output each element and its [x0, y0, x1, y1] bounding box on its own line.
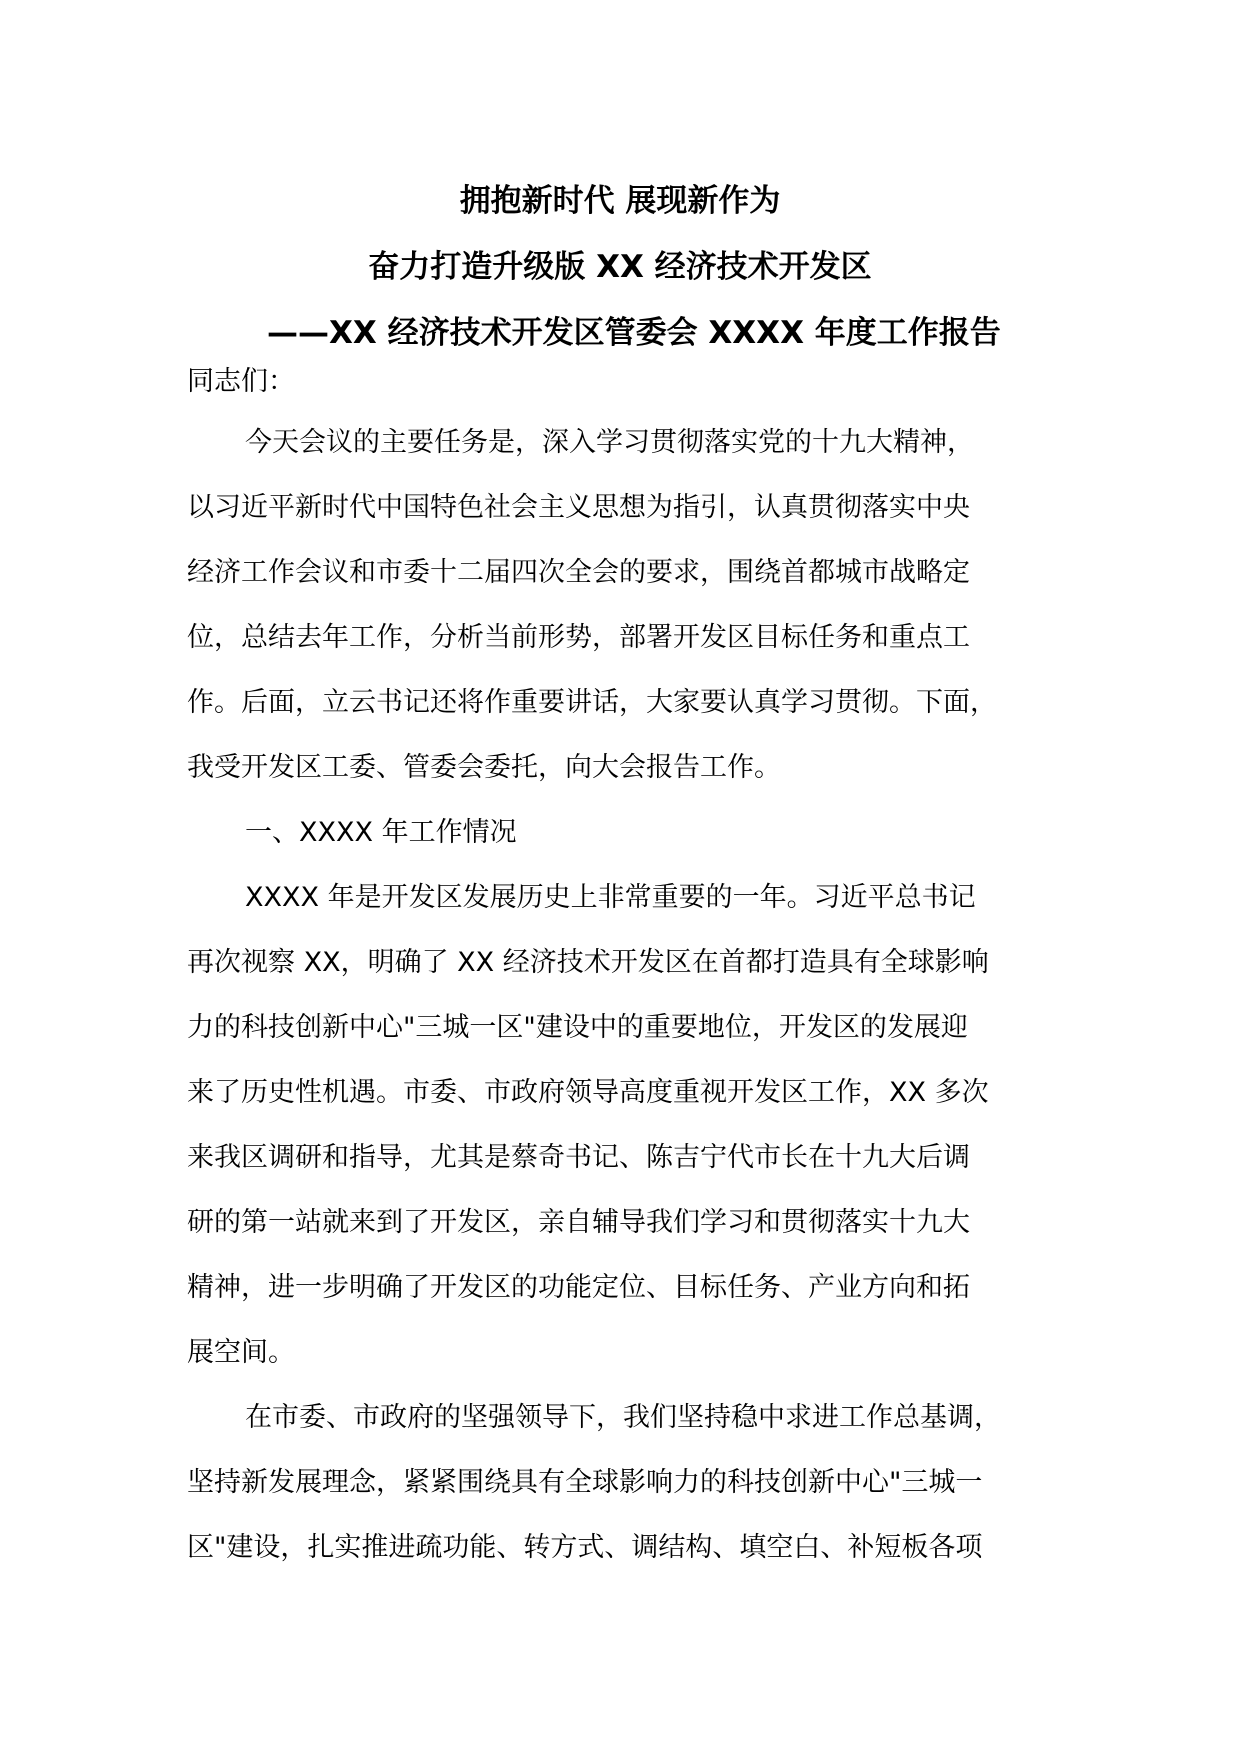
paragraph-line: 以习近平新时代中国特色社会主义思想为指引，认真贯彻落实中央: [187, 492, 970, 523]
paragraph-2: [187, 865, 1067, 1385]
title-line-2: 奋力打造升级版 XX 经济技术开发区: [368, 249, 872, 285]
paragraph-line: 精神，进一步明确了开发区的功能定位、目标任务、产业方向和拓: [187, 1272, 970, 1303]
document-title: [0, 168, 1240, 366]
paragraph-line: 位，总结去年工作，分析当前形势，部署开发区目标任务和重点工: [187, 622, 970, 653]
paragraph-line: 作。后面，立云书记还将作重要讲话，大家要认真学习贯彻。下面，: [187, 687, 997, 718]
title-line-1: 拥抱新时代 展现新作为: [459, 183, 781, 219]
paragraph-line: 研的第一站就来到了开发区，亲自辅导我们学习和贯彻落实十九大: [187, 1207, 970, 1238]
paragraph-line: 来我区调研和指导，尤其是蔡奇书记、陈吉宁代市长在十九大后调: [187, 1142, 970, 1173]
salutation: 同志们：: [187, 366, 295, 397]
document-body: [187, 366, 1067, 1580]
paragraph-line: 在市委、市政府的坚强领导下，我们坚持稳中求进工作总基调，: [245, 1402, 1001, 1433]
section-heading: 一、XXXX 年工作情况: [245, 817, 517, 848]
paragraph-line: XXXX 年是开发区发展历史上非常重要的一年。习近平总书记: [245, 882, 976, 913]
paragraph-line: 我受开发区工委、管委会委托，向大会报告工作。: [187, 752, 781, 783]
paragraph-3: [187, 1385, 1067, 1580]
paragraph-line: 来了历史性机遇。市委、市政府领导高度重视开发区工作，XX 多次: [187, 1077, 989, 1108]
paragraph-line: 区"建设，扎实推进疏功能、转方式、调结构、填空白、补短板各项: [187, 1532, 983, 1563]
paragraph-line: 坚持新发展理念，紧紧围绕具有全球影响力的科技创新中心"三城一: [187, 1467, 983, 1498]
paragraph-line: 再次视察 XX，明确了 XX 经济技术开发区在首都打造具有全球影响: [187, 947, 989, 978]
paragraph-line: 展空间。: [187, 1337, 295, 1368]
paragraph-line: 经济工作会议和市委十二届四次全会的要求，围绕首都城市战略定: [187, 557, 970, 588]
paragraph-1: [187, 410, 1067, 800]
paragraph-line: 今天会议的主要任务是，深入学习贯彻落实党的十九大精神，: [245, 427, 974, 458]
paragraph-line: 力的科技创新中心"三城一区"建设中的重要地位，开发区的发展迎: [187, 1012, 968, 1043]
title-line-3: ——XX 经济技术开发区管委会 XXXX 年度工作报告: [267, 315, 1001, 351]
